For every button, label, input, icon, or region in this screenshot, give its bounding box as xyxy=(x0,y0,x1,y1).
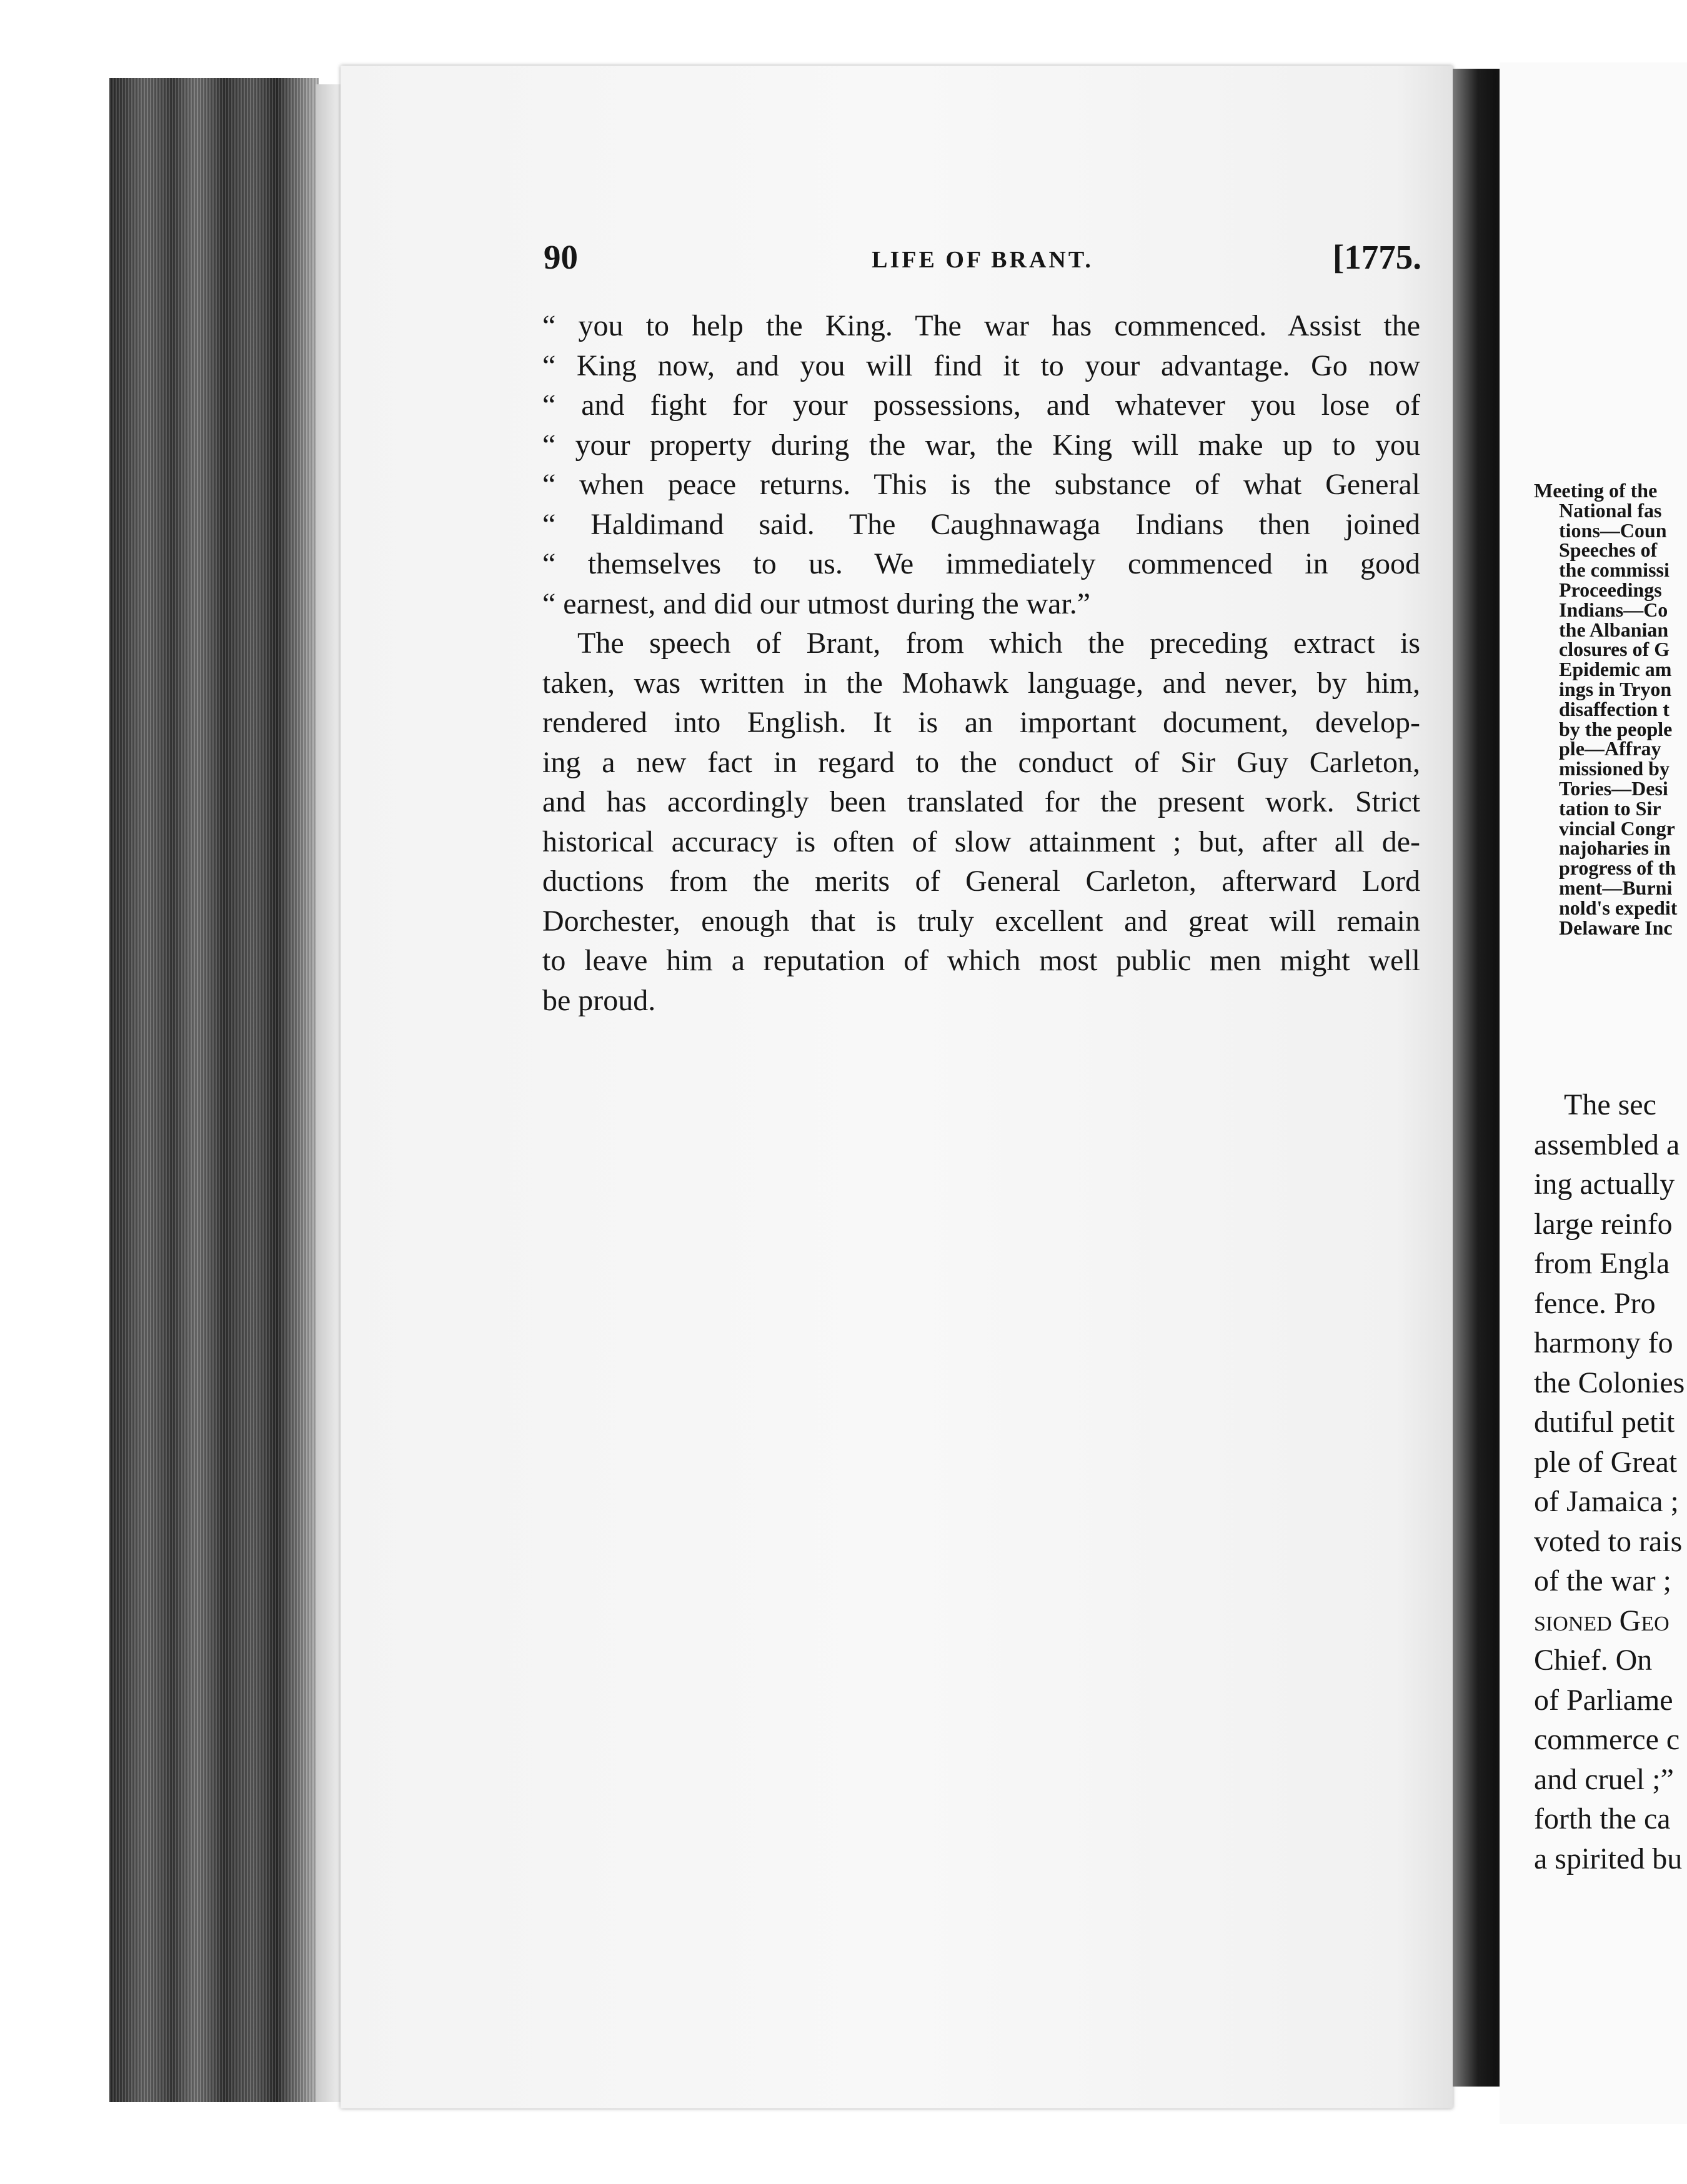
text-line: ing a new fact in regard to the conduct of Sir Guy Carleton, xyxy=(542,745,1420,779)
text-line: sioned Geo xyxy=(1534,1604,1670,1637)
text-line: Chief. On xyxy=(1534,1644,1653,1677)
text-line: of the war ; xyxy=(1534,1564,1671,1597)
text-line: rendered into English. It is an important document, develop- xyxy=(542,706,1420,739)
text-line: “ and fight for your possessions, and whatever you lose of xyxy=(542,389,1420,422)
text-line: forth the ca xyxy=(1534,1802,1671,1835)
synopsis-line: closures of G xyxy=(1559,638,1670,661)
text-line: taken, was written in the Mohawk language, and never, by him, xyxy=(542,666,1420,700)
text-line: of Parliame xyxy=(1534,1683,1673,1717)
text-line: and has accordingly been translated for the present work. Strict xyxy=(542,785,1420,818)
text-line: assembled a xyxy=(1534,1128,1680,1161)
synopsis-line: nold's expedit xyxy=(1559,896,1678,919)
synopsis-line: by the people xyxy=(1559,717,1673,740)
text-line: fence. Pro xyxy=(1534,1286,1656,1320)
text-line: The speech of Brant, from which the preceding extract is xyxy=(577,627,1420,660)
synopsis-line: Epidemic am xyxy=(1559,658,1672,681)
text-line: Dorchester, enough that is truly excellent and great will remain xyxy=(542,904,1420,938)
text-line: commerce c xyxy=(1534,1723,1680,1756)
running-year: [1775. xyxy=(1332,238,1421,276)
chapter-synopsis xyxy=(1534,481,1687,938)
page-margin-shadow xyxy=(316,84,341,2102)
text-line: The sec xyxy=(1564,1088,1656,1121)
page-number: 90 xyxy=(544,238,578,276)
text-line: be proud. xyxy=(542,983,656,1017)
text-line: a spirited bu xyxy=(1534,1842,1683,1875)
text-line: ductions from the merits of General Carleton, afterward Lord xyxy=(542,865,1420,898)
synopsis-line: ings in Tryon xyxy=(1559,677,1672,700)
synopsis-line: Meeting of the xyxy=(1534,479,1658,502)
synopsis-line: the Albanian xyxy=(1559,618,1669,641)
text-line: “ you to help the King. The war has commenced. Assist the xyxy=(542,309,1420,342)
synopsis-line: Delaware Inc xyxy=(1559,916,1673,939)
page-edge-striations xyxy=(109,78,319,2102)
text-line: “ when peace returns. This is the substance of what General xyxy=(542,468,1420,501)
text-line: and cruel ;” xyxy=(1534,1762,1674,1796)
synopsis-line: National fas xyxy=(1559,499,1662,522)
text-line: harmony fo xyxy=(1534,1326,1673,1359)
text-line: ple of Great xyxy=(1534,1445,1678,1479)
synopsis-line: Speeches of xyxy=(1559,539,1658,562)
synopsis-line: missioned by xyxy=(1559,757,1670,780)
running-title: LIFE OF BRANT. xyxy=(872,247,1093,273)
body-text xyxy=(542,306,1420,1020)
right-page-text xyxy=(1534,1085,1687,1879)
text-line: the Colonies xyxy=(1534,1366,1685,1399)
synopsis-line: Proceedings xyxy=(1559,578,1662,601)
text-line: “ King now, and you will find it to your advantage. Go now xyxy=(542,349,1420,382)
running-head xyxy=(544,237,1421,287)
text-line: “ your property during the war, the King will make up to you xyxy=(542,428,1420,462)
text-line: from Engla xyxy=(1534,1247,1670,1280)
synopsis-line: the commissi xyxy=(1559,558,1670,582)
text-line: “ Haldimand said. The Caughnawaga Indians then joined xyxy=(542,507,1420,541)
text-line: voted to rais xyxy=(1534,1524,1683,1558)
synopsis-line: disaffection t xyxy=(1559,697,1670,720)
synopsis-line: Tories—Desi xyxy=(1559,777,1668,800)
text-line: “ themselves to us. We immediately commenced in good xyxy=(542,547,1420,580)
synopsis-line: tation to Sir xyxy=(1559,797,1661,820)
text-line: dutiful petit xyxy=(1534,1406,1675,1439)
text-line: historical accuracy is often of slow attainment ; but, after all de- xyxy=(542,825,1420,858)
synopsis-line: Indians—Co xyxy=(1559,598,1668,621)
synopsis-line: ment—Burni xyxy=(1559,876,1673,899)
synopsis-line: ple—Affray xyxy=(1559,737,1661,760)
synopsis-line: vincial Congr xyxy=(1559,817,1675,840)
text-line: of Jamaica ; xyxy=(1534,1485,1679,1518)
text-line: ing actually xyxy=(1534,1168,1675,1201)
text-line: large reinfo xyxy=(1534,1207,1673,1241)
synopsis-line: progress of th xyxy=(1559,856,1676,880)
synopsis-line: najoharies in xyxy=(1559,836,1671,860)
text-line: “ earnest, and did our utmost during the war.” xyxy=(542,587,1091,620)
text-line: to leave him a reputation of which most public men might well xyxy=(542,944,1420,977)
synopsis-line: tions—Coun xyxy=(1559,519,1667,542)
